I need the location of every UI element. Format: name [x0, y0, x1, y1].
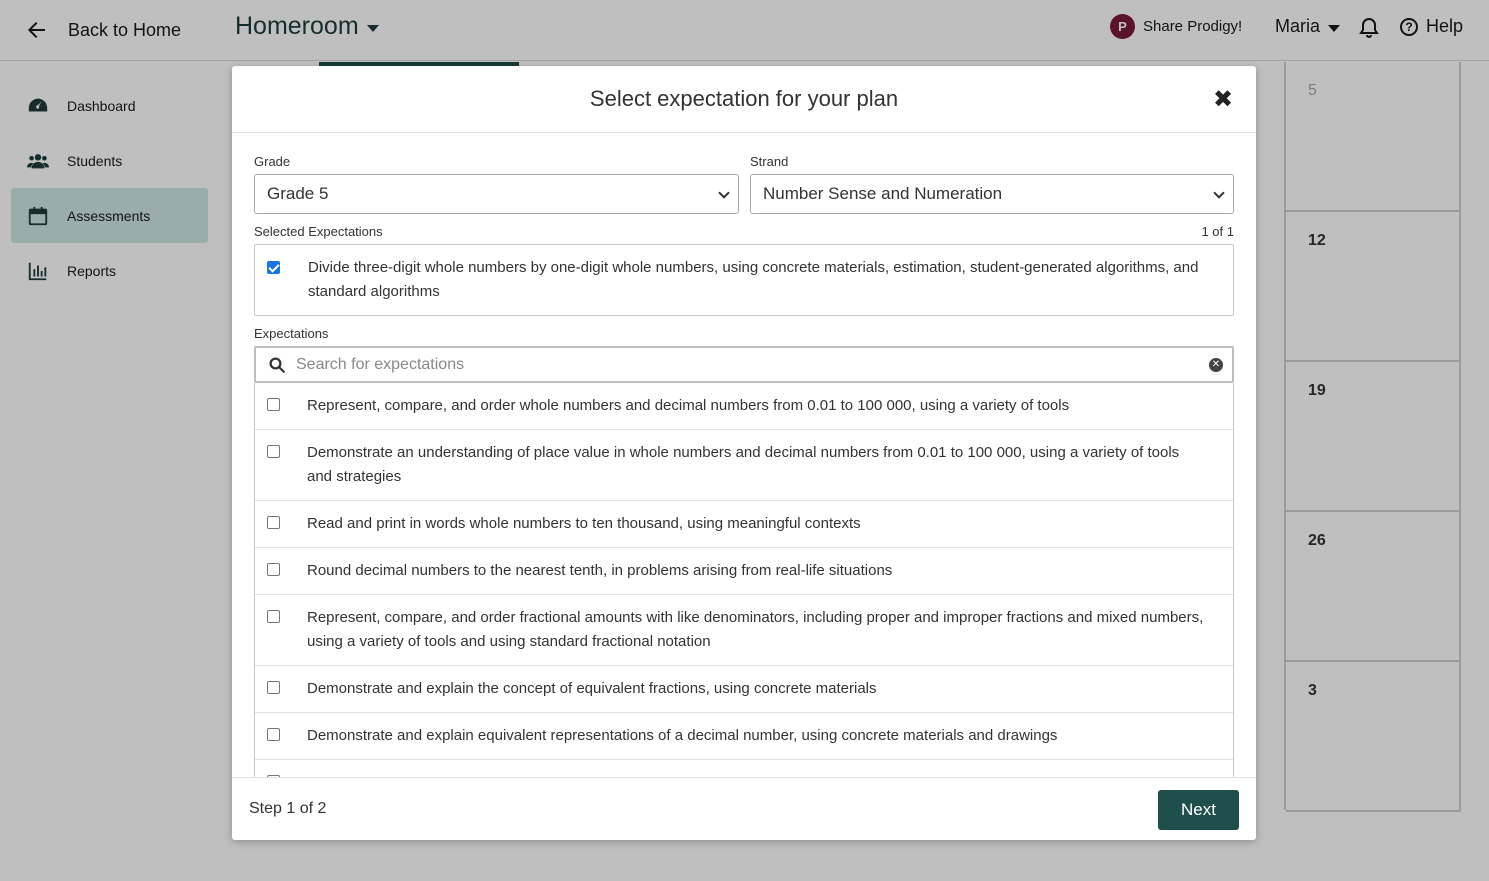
class-name: Homeroom — [235, 12, 359, 40]
expectation-text: Represent, compare, and order whole numbers and decimal numbers from 0.01 to 100 000, using a variety of tools — [307, 397, 1070, 414]
list-item[interactable] — [255, 548, 1233, 595]
expectations-label: Expectations — [254, 326, 329, 341]
search-icon — [268, 356, 286, 374]
strand-select-value: Number Sense and Numeration — [763, 184, 1003, 203]
expectation-checkbox[interactable] — [267, 681, 280, 694]
sidebar-item-label: Students — [67, 152, 123, 169]
expectation-text: Demonstrate and explain equivalent representations of a decimal number, using concrete materials and drawings — [307, 727, 1058, 744]
expectation-text: Round decimal numbers to the nearest tenth, in problems arising from real-life situations — [307, 562, 893, 579]
grade-select[interactable] — [254, 174, 739, 214]
selected-count: 1 of 1 — [1201, 224, 1234, 239]
calendar-day-number: 3 — [1308, 682, 1317, 699]
calendar-day-number: 5 — [1308, 82, 1317, 99]
back-to-home-label: Back to Home — [68, 19, 182, 40]
list-item[interactable] — [255, 760, 1233, 777]
expectation-checkbox[interactable] — [267, 398, 280, 411]
expectation-checkbox[interactable] — [267, 445, 280, 458]
calendar-day-number: 19 — [1308, 382, 1326, 399]
close-icon[interactable]: ✖ — [1212, 85, 1234, 113]
expectation-text: Read and print in words whole numbers to ten thousand, using meaningful contexts — [307, 515, 861, 532]
modal-header — [232, 66, 1256, 133]
list-item[interactable] — [255, 501, 1233, 548]
expectation-text: Represent, compare, and order fractional amounts with like denominators, including proper and improper fractions and mixed numbers, using a variety of tools and using standard fractional notation — [307, 609, 1204, 650]
share-prodigy-label: Share Prodigy! — [1143, 18, 1243, 35]
clear-search-icon[interactable]: ✕ — [1209, 358, 1223, 372]
search-input[interactable] — [296, 352, 1196, 378]
expectation-checkbox[interactable] — [267, 516, 280, 529]
expectation-checkbox[interactable] — [267, 610, 280, 623]
sidebar-item-label: Assessments — [67, 207, 151, 224]
grade-label: Grade — [254, 154, 291, 169]
list-item[interactable] — [255, 713, 1233, 760]
sidebar-item-label: Reports — [67, 262, 117, 279]
help-label: Help — [1426, 16, 1464, 36]
chevron-down-icon — [718, 187, 729, 198]
expectations-search — [254, 346, 1234, 383]
expectation-text: Demonstrate an understanding of place value in whole numbers and decimal numbers from 0.01 to 100 000, using a variety of tools and strategies — [307, 444, 1180, 485]
expectations-list[interactable] — [254, 383, 1234, 777]
next-button[interactable]: Next — [1158, 790, 1239, 830]
expectation-checkbox[interactable] — [267, 563, 280, 576]
calendar-day-number: 26 — [1308, 532, 1326, 549]
prodigy-logo-icon: P — [1110, 14, 1135, 39]
expectation-checkbox[interactable] — [267, 728, 280, 741]
modal-footer — [232, 777, 1256, 840]
modal-title: Select expectation for your plan — [589, 86, 899, 111]
strand-label: Strand — [750, 154, 789, 169]
selected-expectation-text: Divide three-digit whole numbers by one-digit whole numbers, using concrete materials, estimation, student-generated algorithms, and standard algorithms — [308, 259, 1199, 300]
selected-expectations-label: Selected Expectations — [254, 224, 383, 239]
chevron-down-icon — [1213, 187, 1224, 198]
selected-expectations-list — [254, 244, 1234, 316]
expectation-text: Demonstrate and explain the concept of equivalent fractions, using concrete materials — [307, 680, 877, 697]
help-circle-icon: ? — [1400, 18, 1418, 36]
list-item[interactable] — [255, 666, 1233, 713]
step-indicator: Step 1 of 2 — [249, 800, 327, 817]
list-item[interactable] — [255, 595, 1233, 666]
sidebar-item-label: Dashboard — [67, 97, 136, 114]
grade-select-value: Grade 5 — [267, 184, 329, 203]
calendar-day-number: 12 — [1308, 232, 1326, 249]
user-name: Maria — [1275, 16, 1321, 36]
list-item[interactable] — [255, 383, 1233, 430]
strand-select[interactable] — [750, 174, 1234, 214]
selected-expectation-checkbox[interactable] — [267, 261, 280, 274]
list-item[interactable] — [255, 430, 1233, 501]
select-expectation-modal — [232, 66, 1256, 840]
